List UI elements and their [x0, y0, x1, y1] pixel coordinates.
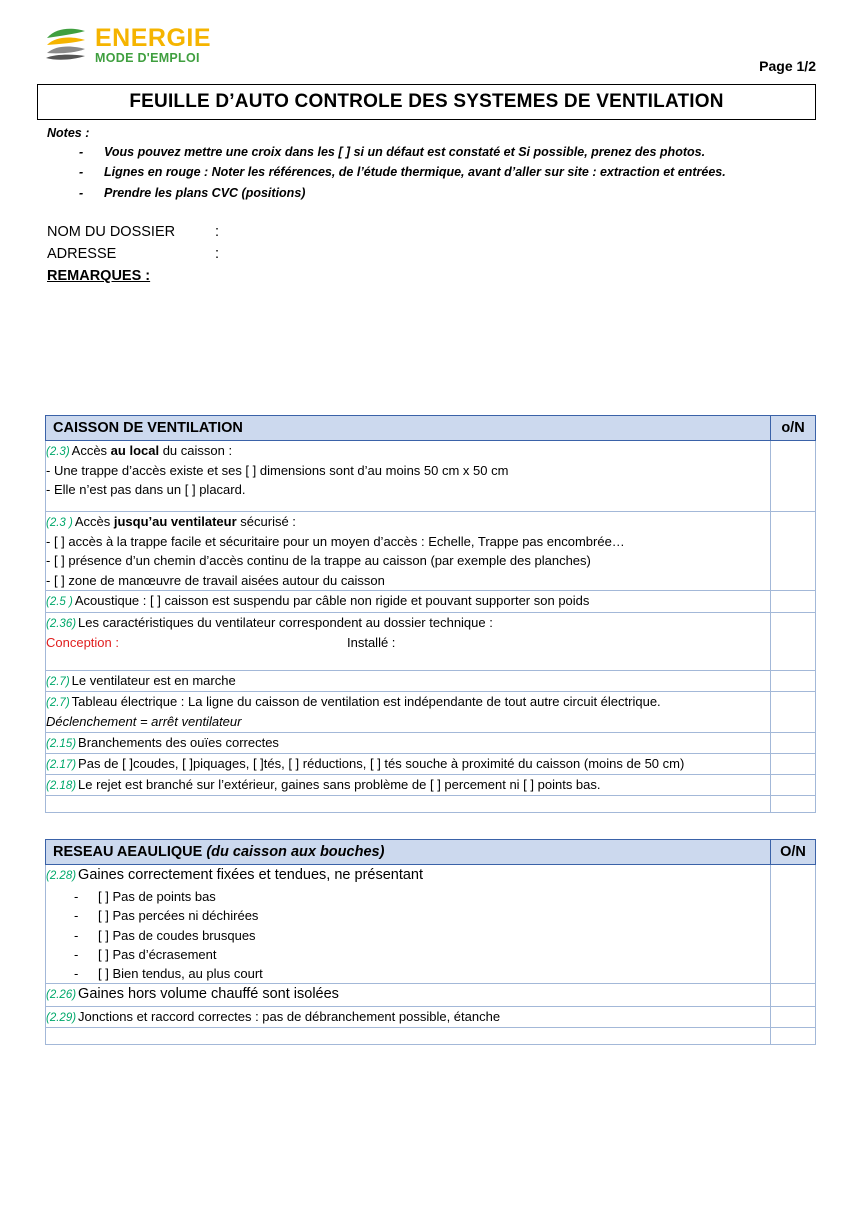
section1-ok-header: o/N: [771, 415, 816, 440]
table-row-blank: [46, 796, 816, 813]
row-text: Acoustique : [ ] caisson est suspendu par câble non rigide et pouvant supporter son poids: [74, 593, 590, 609]
row-subitalic: Déclenchement = arrêt ventilateur: [46, 714, 242, 730]
field-colon: :: [215, 223, 220, 240]
row-rejet-exterieur: [46, 775, 771, 796]
row-ref: (2.7): [46, 675, 70, 688]
section2-ok-header: O/N: [771, 840, 816, 865]
row-caracteristiques-ventilateur: [46, 612, 771, 670]
gaines-checklist: [46, 887, 770, 983]
table-row: [46, 591, 816, 612]
row-ok-cell[interactable]: [771, 691, 816, 732]
page-number: Page 1/2: [759, 58, 816, 74]
row-acoustique: [46, 591, 771, 612]
row-ref: (2.7): [46, 696, 70, 709]
row-lead-tail: sécurisé :: [236, 513, 296, 529]
row-tableau-electrique: [46, 691, 771, 732]
row-ok-cell[interactable]: [771, 440, 816, 511]
field-row-dossier: [47, 221, 847, 243]
table-row-blank: [46, 1028, 816, 1045]
row-subline: - [ ] zone de manœuvre de travail aisées autour du caisson: [46, 572, 385, 588]
row-subline: - [ ] accès à la trappe facile et sécuritaire pour un moyen d’accès : Echelle, Trappe pas encombrée…: [46, 533, 625, 549]
table-row: [46, 440, 816, 511]
row-bold: jusqu’au ventilateur: [113, 513, 237, 529]
field-label-adresse: ADRESSE: [47, 246, 117, 263]
section2-title: RESEAU AEAULIQUE: [53, 844, 203, 861]
row-ref: (2.3): [46, 445, 70, 458]
logo-subtitle: MODE D'EMPLOI: [95, 51, 200, 65]
section2-title-italic: (du caisson aux bouches): [202, 844, 385, 861]
row-acces-ventilateur: [46, 511, 771, 591]
row-ref: (2.5 ): [46, 596, 73, 609]
row-ref: (2.15): [46, 737, 77, 750]
row-lead-tail: du caisson :: [159, 442, 233, 458]
row-ok-cell[interactable]: [771, 775, 816, 796]
section2-title-cell: [46, 840, 771, 865]
row-bold: au local: [110, 442, 160, 458]
document-title-box: [37, 84, 816, 120]
row-text: Le rejet est branché sur l’extérieur, gaines sans problème de [ ] percement ni [ ] points bas.: [78, 777, 601, 793]
table-header-row: [46, 840, 816, 865]
note-item: - Prendre les plans CVC (positions): [47, 183, 847, 203]
section1-title: CAISSON DE VENTILATION: [46, 415, 771, 440]
row-blank[interactable]: [46, 796, 771, 813]
row-ref: (2.17): [46, 758, 77, 771]
row-text: Les caractéristiques du ventilateur correspondent au dossier technique :: [78, 614, 493, 630]
table-header-row: [46, 415, 816, 440]
field-label-dossier: NOM DU DOSSIER: [47, 223, 176, 240]
row-lead: Accès: [74, 513, 114, 529]
row-ref: (2.29): [46, 1012, 77, 1025]
row-gaines-fixees: [46, 865, 771, 984]
list-item[interactable]: - [ ] Pas percées ni déchirées: [46, 906, 770, 925]
row-ref: (2.26): [46, 989, 77, 1002]
row-ventilateur-en-marche: [46, 670, 771, 691]
row-text: Jonctions et raccord correctes : pas de débranchement possible, étanche: [78, 1009, 501, 1025]
row-text: Gaines correctement fixées et tendues, ne présentant: [78, 867, 424, 884]
row-subline: - Une trappe d’accès existe et ses [ ] dimensions sont d’au moins 50 cm x 50 cm: [46, 462, 509, 478]
table-row: [46, 691, 816, 732]
note-item: - Lignes en rouge : Noter les références, de l’étude thermique, avant d’aller sur site : extraction et entrées.: [47, 162, 847, 182]
row-ok-cell[interactable]: [771, 796, 816, 813]
row-text: Pas de [ ]coudes, [ ]piquages, [ ]tés, [ ] réductions, [ ] tés souche à proximité du caisson (moins de 50 cm): [78, 755, 685, 771]
row-ok-cell[interactable]: [771, 753, 816, 774]
row-ref: (2.28): [46, 870, 77, 883]
row-ok-cell[interactable]: [771, 612, 816, 670]
row-ok-cell[interactable]: [771, 670, 816, 691]
fields-block: [47, 221, 847, 284]
reseau-aeaulique-table: [45, 839, 816, 1045]
row-ref: (2.18): [46, 780, 77, 793]
notes-label: Notes :: [47, 126, 90, 140]
row-ref: (2.36): [46, 617, 77, 630]
list-item[interactable]: - [ ] Bien tendus, au plus court: [46, 964, 770, 983]
logo-text: [95, 26, 211, 65]
notes-list: [47, 142, 847, 203]
document-title: FEUILLE D’AUTO CONTROLE DES SYSTEMES DE VENTILATION: [129, 91, 724, 112]
table-row: [46, 865, 816, 984]
table-row: [46, 670, 816, 691]
table-row: [46, 984, 816, 1007]
row-text: Gaines hors volume chauffé sont isolées: [78, 986, 339, 1003]
spacer: [0, 284, 847, 415]
conception-label: Conception :: [46, 634, 119, 650]
list-item[interactable]: - [ ] Pas d’écrasement: [46, 945, 770, 964]
row-text: Le ventilateur est en marche: [71, 672, 236, 688]
row-conception-line: [46, 633, 770, 653]
row-ok-cell[interactable]: [771, 984, 816, 1007]
table-row: [46, 732, 816, 753]
row-blank[interactable]: [46, 1028, 771, 1045]
energie-logo-icon: [45, 28, 87, 62]
logo: [45, 26, 211, 65]
row-gaines-isolees: [46, 984, 771, 1007]
field-row-adresse: [47, 243, 847, 265]
table-row: [46, 612, 816, 670]
row-ok-cell[interactable]: [771, 511, 816, 591]
table-row: [46, 775, 816, 796]
field-colon: :: [215, 246, 220, 263]
row-subline: - Elle n’est pas dans un [ ] placard.: [46, 482, 246, 498]
notes-block: [47, 126, 847, 203]
row-pas-de-coudes: [46, 753, 771, 774]
remarks-label: REMARQUES :: [47, 267, 151, 284]
table-row: [46, 511, 816, 591]
table-row: [46, 753, 816, 774]
row-acces-au-local: [46, 440, 771, 511]
logo-title: ENERGIE: [95, 24, 212, 52]
row-ok-cell[interactable]: [771, 591, 816, 612]
row-ok-cell[interactable]: [771, 732, 816, 753]
page-header: [0, 0, 847, 78]
row-subline: - [ ] présence d’un chemin d’accès continu de la trappe au caisson (par exemple des planches): [46, 553, 591, 569]
row-text: Branchements des ouïes correctes: [78, 734, 279, 750]
row-ok-cell[interactable]: [771, 865, 816, 984]
caisson-de-ventilation-table: [45, 415, 816, 814]
note-item: - Vous pouvez mettre une croix dans les [ ] si un défaut est constaté et Si possible, prenez des photos.: [47, 142, 847, 162]
row-lead: Accès: [71, 442, 111, 458]
installe-label: Installé :: [347, 634, 396, 650]
table-row: [46, 1007, 816, 1028]
row-ref: (2.3 ): [46, 516, 73, 529]
row-text: Tableau électrique : La ligne du caisson de ventilation est indépendante de tout autre circuit électrique.: [71, 693, 661, 709]
row-branchements-ouies: [46, 732, 771, 753]
list-item[interactable]: - [ ] Pas de coudes brusques: [46, 926, 770, 945]
list-item[interactable]: - [ ] Pas de points bas: [46, 887, 770, 906]
row-ok-cell[interactable]: [771, 1028, 816, 1045]
row-ok-cell[interactable]: [771, 1007, 816, 1028]
row-jonctions-raccord: [46, 1007, 771, 1028]
